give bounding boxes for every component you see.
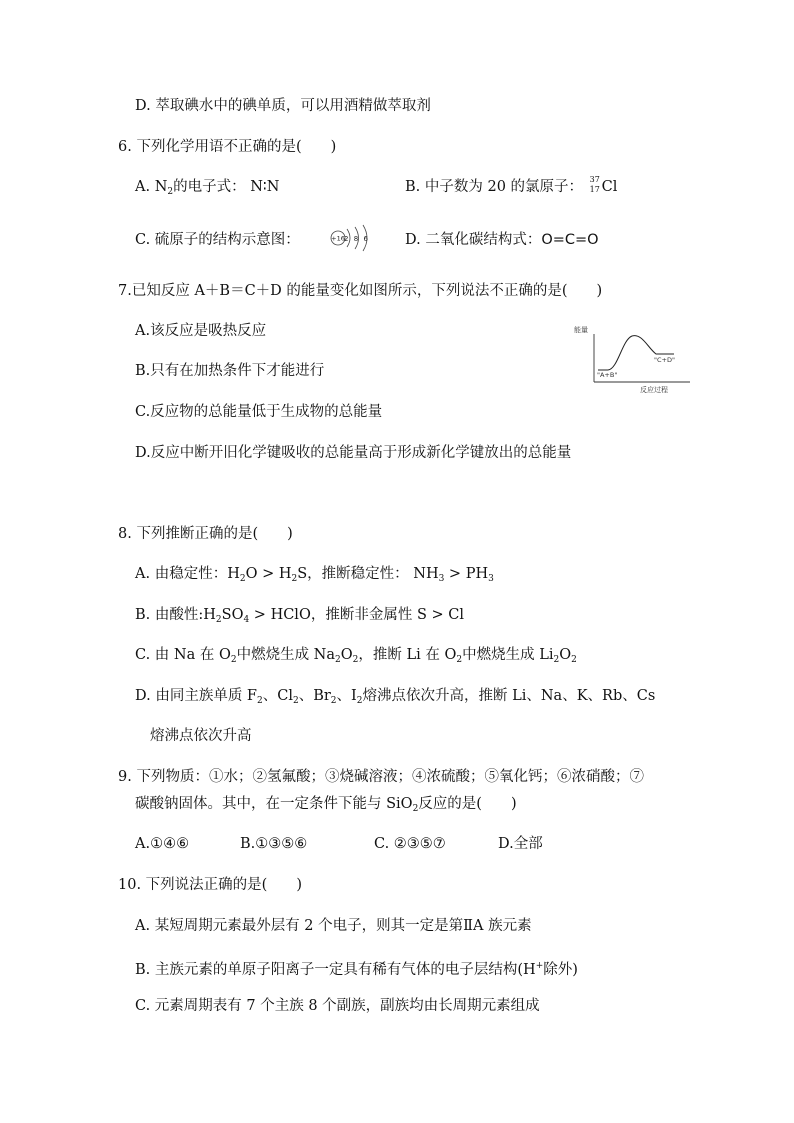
q9-stem-line2: 碳酸钠固体。其中，在一定条件下能与 SiO$_2$反应的是( ) [135, 796, 517, 814]
q8-option-d: D. 由同主族单质 $F_2$、$Cl_2$、$Br_2$、$I_2$熔沸点依次升高，推断 Li、Na、K、Rb、Cs [135, 688, 656, 706]
q9-option-c: C. ②③⑤⑦ [374, 836, 446, 852]
sulfur-atom-diagram [328, 221, 378, 255]
q10-option-c: C. 元素周期表有 7 个主族 8 个副族，副族均由长周期元素组成 [135, 998, 540, 1014]
products-label: "C+D" [654, 356, 675, 364]
q9-option-b: B.①③⑤⑥ [240, 836, 308, 852]
q8-stem: 8. 下列推断正确的是( ) [118, 526, 293, 542]
q7-option-a: A.该反应是吸热反应 [135, 323, 267, 339]
y-axis-label: 能量 [574, 326, 588, 334]
q9-option-d: D.全部 [498, 836, 543, 852]
isotope-notation: 37 17 [589, 175, 600, 194]
reactants-label: "A+B" [597, 371, 618, 379]
energy-diagram [570, 322, 696, 394]
q9-option-a: A.①④⑥ [135, 836, 190, 852]
q8-option-d-continued: 熔沸点依次升高 [150, 728, 252, 744]
q7-stem: 7.已知反应 A＋B＝C＋D 的能量变化如图所示，下列说法不正确的是( ) [118, 283, 603, 299]
q6-option-c: C. 硫原子的结构示意图： [135, 232, 300, 248]
q6-option-d: D. 二氧化碳结构式：O=C=O [405, 232, 599, 248]
q10-option-b: B. 主族元素的单原子阳离子一定具有稀有气体的电子层结构(H+除外) [135, 961, 578, 978]
q5-option-d: D. 萃取碘水中的碘单质，可以用酒精做萃取剂 [135, 98, 431, 114]
q8-option-c: C. 由 Na 在 $O_2$中燃烧生成 $Na_2O_2$，推断 Li 在 $O_2$中燃烧生成 $Li_2O_2$ [135, 647, 577, 665]
q6-option-b: B. 中子数为 20 的氯原子： 37 17 Cl [405, 175, 618, 195]
q7-option-c: C.反应物的总能量低于生成物的总能量 [135, 404, 383, 420]
nucleus-label: +16 [331, 234, 345, 243]
q10-stem: 10. 下列说法正确的是( ) [118, 877, 302, 893]
q8-option-a: A. 由稳定性：$H_2O > H_2S$，推断稳定性： $NH_3 > PH_3$ [135, 566, 494, 584]
x-axis-label: 反应过程 [640, 386, 668, 394]
q7-option-b: B.只有在加热条件下才能进行 [135, 363, 325, 379]
shell-electrons: 2 8 6 [344, 235, 368, 243]
q6-option-a: A. $N_2$的电子式： N∶N [135, 179, 280, 197]
energy-curve [598, 336, 674, 370]
q7-option-d: D.反应中断开旧化学键吸收的总能量高于形成新化学键放出的总能量 [135, 445, 572, 461]
q6-stem: 6. 下列化学用语不正确的是( ) [118, 139, 337, 155]
q10-option-a: A. 某短周期元素最外层有 2 个电子，则其一定是第ⅡA 族元素 [135, 918, 532, 934]
q9-stem-line1: 9. 下列物质：①水；②氢氟酸；③烧碱溶液；④浓硫酸；⑤氧化钙；⑥浓硝酸；⑦ [118, 769, 644, 785]
q8-option-b: B. 由酸性$:H_2SO_4$ > HClO，推断非金属性 S > Cl [135, 607, 464, 625]
